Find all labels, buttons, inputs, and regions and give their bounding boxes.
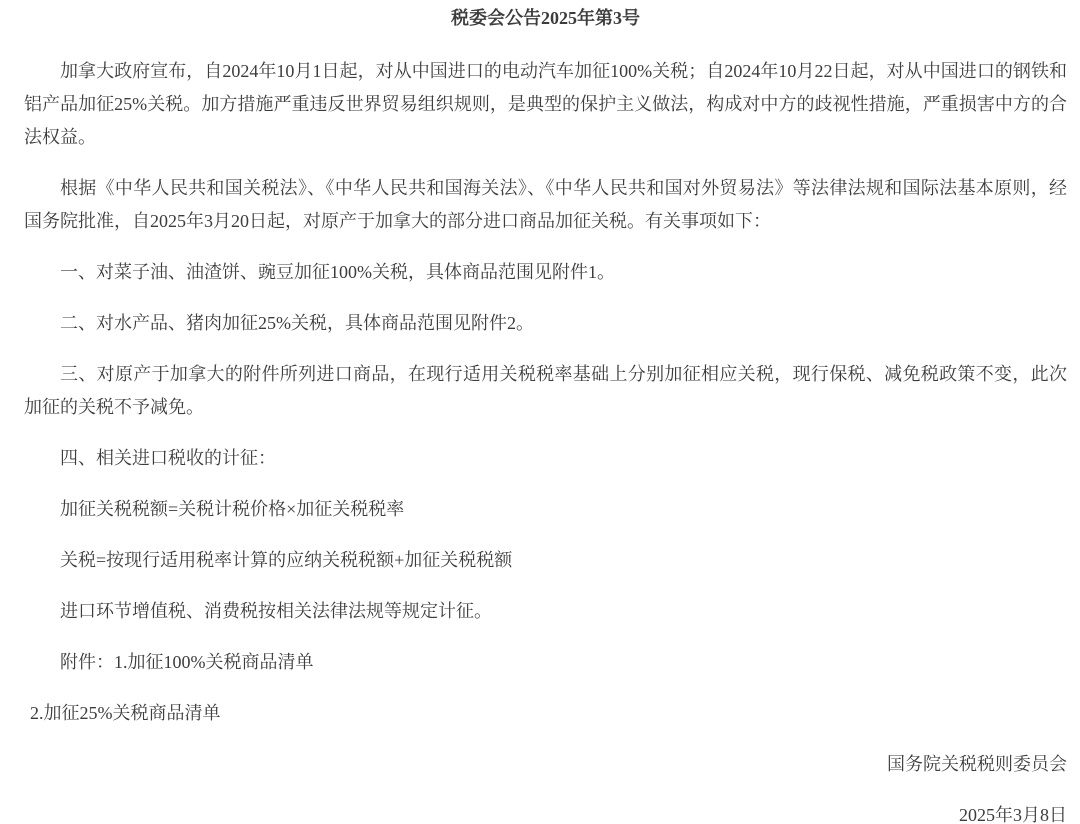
paragraph: 二、对水产品、猪肉加征25%关税，具体商品范围见附件2。 <box>60 313 534 333</box>
paragraph: 加拿大政府宣布，自2024年10月1日起，对从中国进口的电动汽车加征100%关税；自2024年10月22日起，对从中国进口的钢铁和铝产品加征25%关税。加方措施严重违反世界贸易组织规则，是典型的保护主义做法，构成对中方的歧视性措施，严重损害中方的合法权益。 <box>24 61 1067 147</box>
document-body <box>24 55 1067 730</box>
paragraph: 四、相关进口税收的计征： <box>60 448 276 468</box>
signature: 国务院关税税则委员会 <box>887 754 1067 774</box>
document-title: 税委会公告2025年第3号 <box>451 8 640 28</box>
paragraph: 加征关税税额=关税计税价格×加征关税税率 <box>60 499 405 519</box>
date-line: 2025年3月8日 <box>959 805 1067 824</box>
paragraph: 进口环节增值税、消费税按相关法律法规等规定计征。 <box>60 601 492 621</box>
paragraph: 一、对菜子油、油渣饼、豌豆加征100%关税，具体商品范围见附件1。 <box>60 262 615 282</box>
paragraph: 附件：1.加征100%关税商品清单 <box>60 652 314 672</box>
paragraph: 关税=按现行适用税率计算的应纳关税税额+加征关税税额 <box>60 550 513 570</box>
paragraph: 三、对原产于加拿大的附件所列进口商品，在现行适用关税税率基础上分别加征相应关税，现行保税、减免税政策不变，此次加征的关税不予减免。 <box>24 364 1067 417</box>
paragraph: 根据《中华人民共和国关税法》、《中华人民共和国海关法》、《中华人民共和国对外贸易法》等法律法规和国际法基本原则，经国务院批准，自2025年3月20日起，对原产于加拿大的部分进口商品加征关税。有关事项如下： <box>24 178 1067 231</box>
paragraph: 2.加征25%关税商品清单 <box>30 703 221 723</box>
